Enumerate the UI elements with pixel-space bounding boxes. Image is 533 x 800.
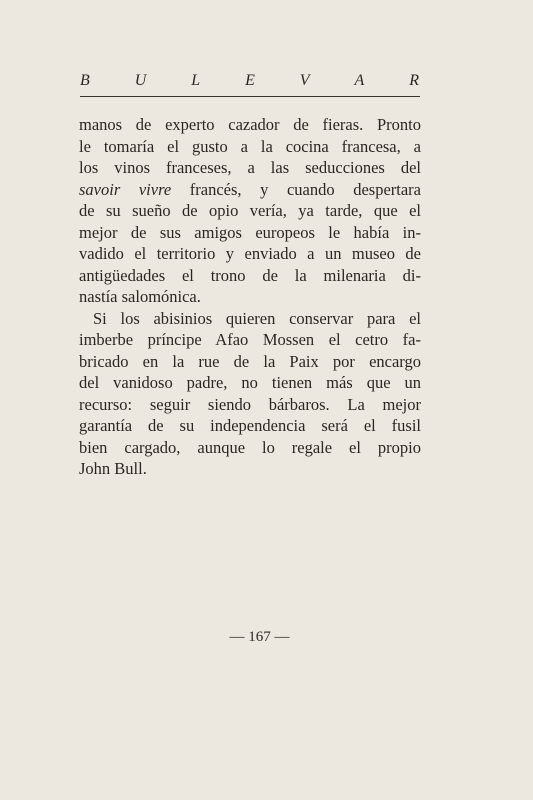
text-line: manos de experto cazador de fieras. Pronto (79, 115, 421, 134)
text-line: antigüedades el trono de la milenaria di- (79, 265, 421, 285)
text-line: John Bull. (79, 459, 147, 478)
header-letter: V (299, 72, 311, 89)
text-line: nastía salomónica. (79, 287, 201, 306)
text-line: mejor de sus amigos europeos le había in- (79, 222, 421, 242)
header-letter: R (409, 72, 420, 89)
header-letter: L (191, 72, 202, 89)
text-fragment: francés, y cuando despertara (171, 179, 421, 199)
text-line: le tomaría el gusto a la cocina francesa, a (79, 136, 421, 156)
header-rule (80, 96, 420, 97)
text-line: los vinos franceses, a las seducciones del (79, 158, 421, 177)
body-text (79, 114, 421, 480)
header-letter: U (134, 72, 148, 89)
text-line: recurso: seguir siendo bárbaros. La mejor (79, 394, 421, 414)
text-line: de su sueño de opio vería, ya tarde, que el (79, 201, 421, 220)
text-line: del vanidoso padre, no tienen más que un (79, 373, 421, 392)
text-line: Si los abisinios quieren conservar para el (93, 308, 421, 328)
running-header (80, 72, 420, 90)
text-line: bricado en la rue de la Paix por encargo (79, 351, 421, 371)
text-line: bien cargado, aunque lo regale el propio (79, 437, 421, 457)
italic-phrase: savoir vivre (79, 179, 172, 199)
text-line: vadido el territorio y enviado a un museo de (79, 244, 421, 263)
text-line: imberbe príncipe Afao Mossen el cetro fa- (79, 330, 421, 349)
page-number (0, 629, 533, 646)
text-line (79, 179, 421, 201)
header-letter: A (354, 72, 366, 89)
page-number-text: — 167 — (229, 629, 290, 645)
header-letter: B (80, 72, 91, 89)
text-line: garantía de su independencia será el fusil (79, 416, 421, 435)
header-letter: E (245, 72, 256, 89)
